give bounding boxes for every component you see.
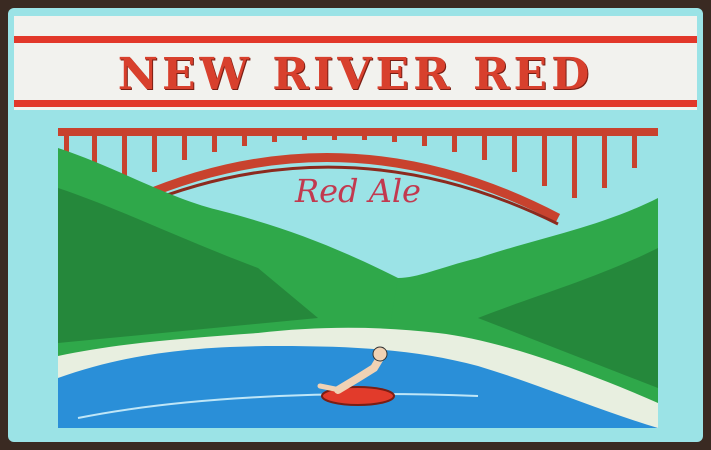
beer-style-text: Red Ale: [295, 172, 421, 210]
bridge-deck: [58, 128, 658, 136]
brand-title: NEW RIVER RED: [117, 49, 594, 100]
tuber-head: [373, 347, 387, 361]
